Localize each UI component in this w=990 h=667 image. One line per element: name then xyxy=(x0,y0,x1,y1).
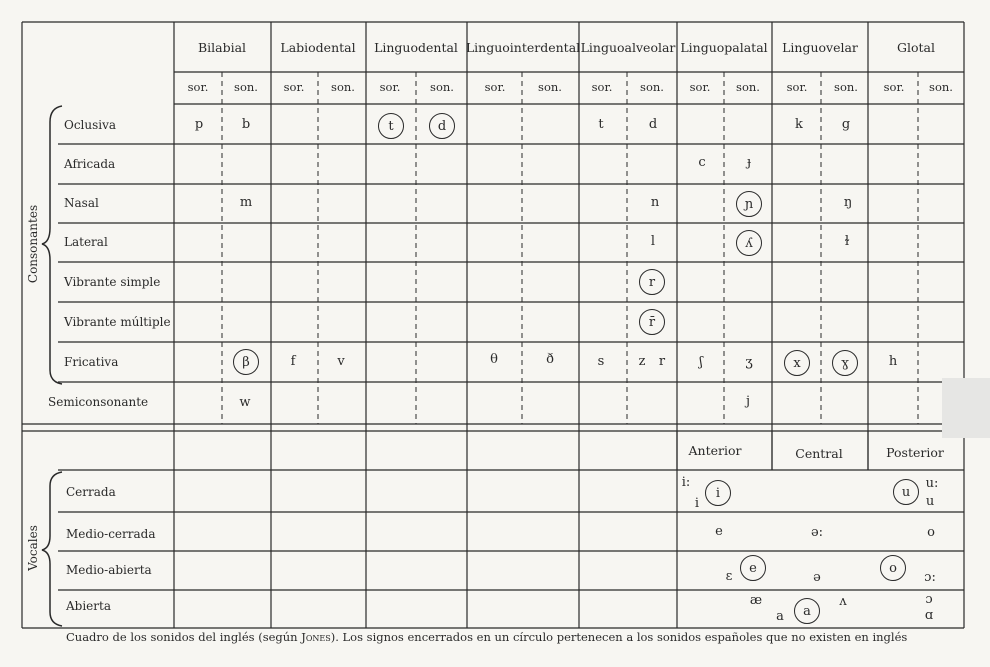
vowel-col-central: Central xyxy=(795,446,843,461)
symbol-k: k xyxy=(795,117,803,132)
symbol-eng: ŋ xyxy=(843,195,853,210)
symbol-d: d xyxy=(648,117,658,132)
vowel-o-circled: o xyxy=(880,555,906,581)
sub-sor: sor. xyxy=(786,80,808,94)
scan-edge xyxy=(942,378,990,438)
symbol-v: v xyxy=(337,354,345,369)
caption xyxy=(66,630,907,644)
sub-son: son. xyxy=(834,80,858,94)
row-vibrante-simple: Vibrante simple xyxy=(64,275,161,289)
symbol-r-trill-circled: r̄ xyxy=(639,309,665,335)
symbol-j-bar: ɟ xyxy=(746,155,752,170)
row-vibrante-multiple: Vibrante múltiple xyxy=(64,315,171,329)
row-semiconsonante: Semiconsonante xyxy=(48,395,149,409)
vowel-wedge: ʌ xyxy=(839,594,847,609)
symbol-gamma-circled: ɣ xyxy=(832,350,858,376)
caption-pre: Cuadro de los sonidos del inglés (según xyxy=(66,630,302,644)
vowel-i-circled: i xyxy=(705,480,731,506)
row-medio-cerrada: Medio-cerrada xyxy=(66,527,156,541)
group-consonantes: Consonantes xyxy=(26,204,40,284)
row-nasal: Nasal xyxy=(64,196,99,210)
vowel-a-back: ɑ xyxy=(924,608,934,623)
col-linguointerdental: Linguointerdental xyxy=(465,40,581,55)
symbol-f: f xyxy=(290,354,296,369)
symbol-b: b xyxy=(241,117,251,132)
vowel-open-o: ɔ xyxy=(925,592,933,607)
symbol-t-circled: t xyxy=(378,113,404,139)
col-linguopalatal: Linguopalatal xyxy=(680,40,768,55)
col-bilabial: Bilabial xyxy=(197,40,247,55)
col-linguovelar: Linguovelar xyxy=(782,40,858,55)
sub-sor: sor. xyxy=(379,80,401,94)
symbol-x-circled: x xyxy=(784,350,810,376)
sub-sor: sor. xyxy=(591,80,613,94)
group-vocales: Vocales xyxy=(26,525,40,571)
vowel-col-posterior: Posterior xyxy=(886,445,944,460)
vowel-u-circled: u xyxy=(893,479,919,505)
symbol-lj-circled: ʎ xyxy=(736,230,762,256)
vowel-e-circled: e xyxy=(740,555,766,581)
vowel-i-long: i: xyxy=(681,475,691,490)
sub-son: son. xyxy=(736,80,760,94)
col-linguoalveolar: Linguoalveolar xyxy=(580,40,676,55)
sub-son: son. xyxy=(234,80,258,94)
caption-author: Jones xyxy=(301,630,331,644)
symbol-g: g xyxy=(841,117,851,132)
sub-son: son. xyxy=(640,80,664,94)
symbol-yod: j xyxy=(745,394,751,409)
symbol-p: p xyxy=(194,117,204,132)
symbol-m: m xyxy=(239,195,253,210)
vowel-a-front: a xyxy=(776,609,784,624)
vowel-i-short: i xyxy=(694,496,700,511)
sub-sor: sor. xyxy=(883,80,905,94)
sub-sor: sor. xyxy=(484,80,506,94)
sub-sor: sor. xyxy=(187,80,209,94)
sub-son: son. xyxy=(538,80,562,94)
symbol-beta-circled: β xyxy=(233,349,259,375)
vowel-open-o-long: ɔ: xyxy=(924,570,936,585)
row-oclusiva: Oclusiva xyxy=(64,118,117,132)
symbol-w: w xyxy=(239,395,251,410)
vowel-a-circled: a xyxy=(794,598,820,624)
symbol-ezh: ʒ xyxy=(745,355,753,370)
sub-sor: sor. xyxy=(283,80,305,94)
symbol-d-circled: d xyxy=(429,113,455,139)
col-linguodental: Linguodental xyxy=(374,40,458,55)
vowel-e: e xyxy=(715,524,723,539)
symbol-c: c xyxy=(698,155,706,170)
symbol-z: z xyxy=(638,354,646,369)
sub-son: son. xyxy=(929,80,953,94)
symbol-esh: ʃ xyxy=(699,355,703,370)
symbol-s: s xyxy=(597,354,605,369)
symbol-eth: ð xyxy=(546,352,554,367)
sub-son: son. xyxy=(430,80,454,94)
vowel-u-short: u xyxy=(925,494,935,509)
symbol-h: h xyxy=(888,354,898,369)
symbol-r-fricative: r xyxy=(658,354,666,369)
vowel-brace xyxy=(42,472,62,626)
symbol-l: l xyxy=(650,234,656,249)
vowel-col-anterior: Anterior xyxy=(688,443,742,458)
vowel-open-e: ɛ xyxy=(725,569,733,584)
row-africada: Africada xyxy=(64,157,116,171)
vowel-schwa: ə xyxy=(813,570,821,585)
row-cerrada: Cerrada xyxy=(66,485,116,499)
symbol-theta: θ xyxy=(490,352,498,367)
vowel-schwa-long: ə: xyxy=(810,525,824,540)
row-fricativa: Fricativa xyxy=(64,355,119,369)
col-glotal: Glotal xyxy=(897,40,935,55)
symbol-nj-circled: ɲ xyxy=(736,191,762,217)
row-lateral: Lateral xyxy=(64,235,108,249)
vowel-ae: æ xyxy=(749,593,763,608)
sub-sor: sor. xyxy=(689,80,711,94)
symbol-t: t xyxy=(598,117,604,132)
vowel-o: o xyxy=(927,525,935,540)
row-abierta: Abierta xyxy=(66,599,111,613)
symbol-n: n xyxy=(650,195,660,210)
row-medio-abierta: Medio-abierta xyxy=(66,563,152,577)
caption-post: ). Los signos encerrados en un círculo pertenecen a los sonidos españoles que no existen en inglés xyxy=(330,630,908,644)
col-labiodental: Labiodental xyxy=(280,40,356,55)
symbol-l-dark: ɫ xyxy=(844,234,850,249)
vowel-u-long: u: xyxy=(925,476,939,491)
symbol-r-tap-circled: r xyxy=(639,269,665,295)
sub-son: son. xyxy=(331,80,355,94)
